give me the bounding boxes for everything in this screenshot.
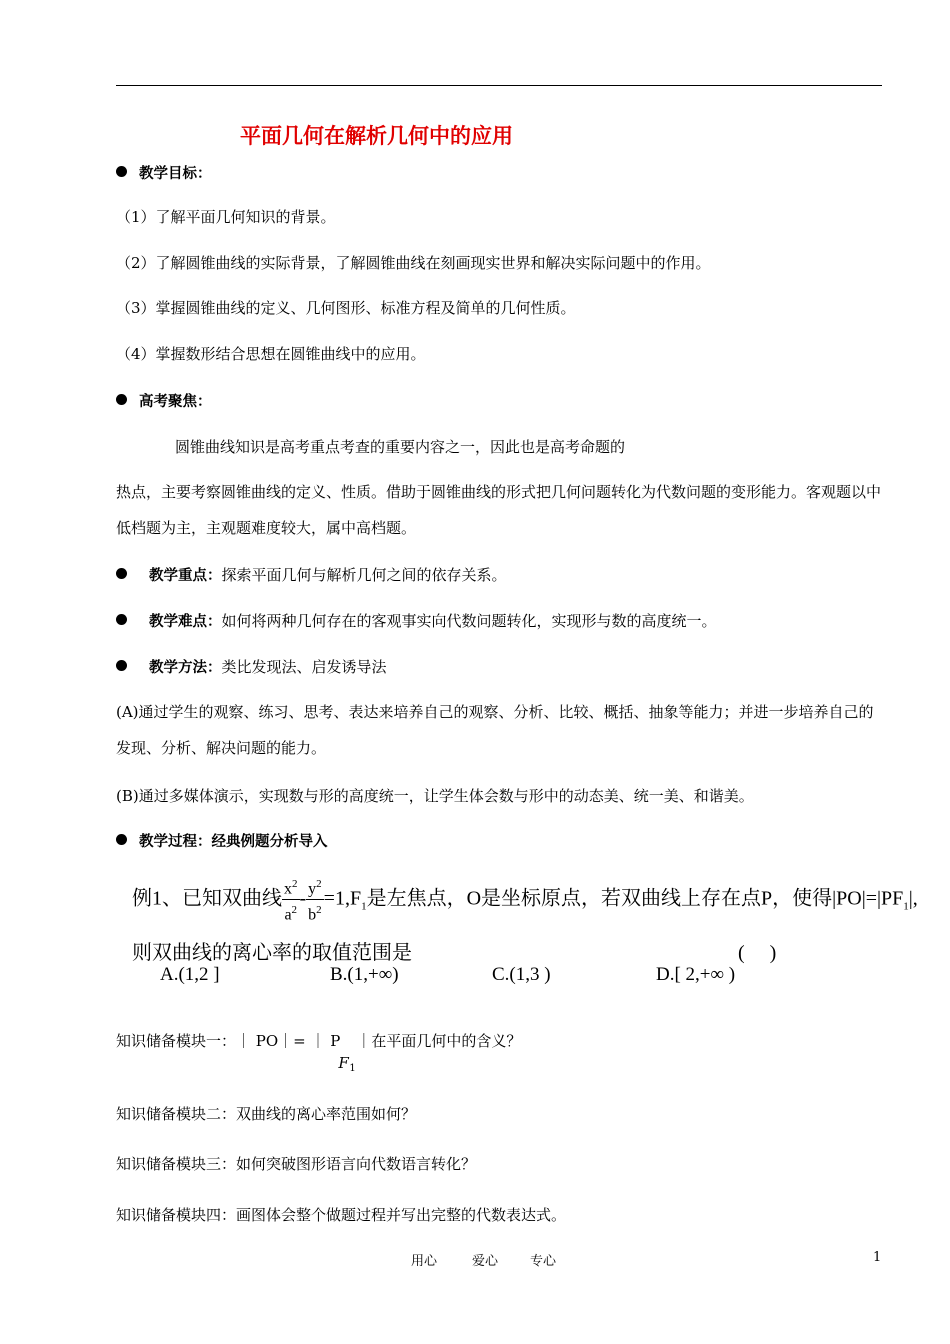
objective-item: （2）了解圆锥曲线的实际背景，了解圆锥曲线在刻画现实世界和解决实际问题中的作用。 xyxy=(116,254,711,272)
page-title: 平面几何在解析几何中的应用 xyxy=(240,124,513,148)
footer-motto-3: 专心 xyxy=(530,1254,557,1269)
difficulty xyxy=(116,610,717,631)
option-a: A.(1,2 ] xyxy=(160,964,220,985)
focus-line1: 圆锥曲线知识是高考重点考查的重要内容之一，因此也是高考命题的 xyxy=(175,438,626,456)
method xyxy=(116,656,387,677)
footer-motto-1: 用心 xyxy=(411,1254,438,1269)
module-2: 知识储备模块二：双曲线的离心率范围如何？ xyxy=(116,1105,417,1123)
page-number: 1 xyxy=(873,1250,882,1265)
option-d: D.[ 2,+∞ ) xyxy=(656,964,736,985)
module-3: 知识储备模块三：如何突破图形语言向代数语言转化？ xyxy=(116,1155,477,1173)
bullet-icon xyxy=(116,834,127,845)
answer-paren: ( ) xyxy=(738,942,777,964)
footer-motto-2: 爱心 xyxy=(472,1254,499,1269)
bullet-icon xyxy=(116,614,127,625)
bullet-icon xyxy=(116,660,127,671)
key-point-text: 探索平面几何与解析几何之间的依存关系。 xyxy=(221,566,507,584)
focus-paragraph: 热点，主要考察圆锥曲线的定义、性质。借助于圆锥曲线的形式把几何问题转化为代数问题的变形能力。客观题以中低档题为主，主观题难度较大，属中高档题。 xyxy=(116,483,882,537)
method-label: 教学方法： xyxy=(149,660,222,676)
module-1: 知识储备模块一：｜ PO｜= ｜ P F 1 ｜在平面几何中的含义？ xyxy=(116,1032,522,1074)
objective-item: （3）掌握圆锥曲线的定义、几何图形、标准方程及简单的几何性质。 xyxy=(116,299,576,317)
key-point-label: 教学重点： xyxy=(149,568,222,584)
method-a: (A)通过学生的观察、练习、思考、表达来培养自己的观察、分析、比较、概括、抽象等能力；并进一步培养自己的发现、分析、解决问题的能力。 xyxy=(116,703,874,757)
example-line1: 例1、已知双曲线 $\frac{x^2}{a^2}$ - $\frac{y^2}{b^2}$ $=1,F_1$是左焦点，O是坐标原点，若双曲线上存在点P，使得$|PO|=|PF_1|$, xyxy=(132,874,918,926)
objectives-heading: 教学目标： xyxy=(116,162,212,183)
bullet-icon xyxy=(116,394,127,405)
fraction-x2-a2: $\frac{x^2}{a^2}$ xyxy=(282,874,300,926)
option-c: C.(1,3 ) xyxy=(492,964,551,985)
focus-heading: 高考聚焦： xyxy=(116,390,212,411)
header-rule xyxy=(116,85,882,86)
module-4: 知识储备模块四：画图体会整个做题过程并写出完整的代数表达式。 xyxy=(116,1206,567,1224)
method-text: 类比发现法、启发诱导法 xyxy=(221,658,387,676)
option-b: B.(1,+∞) xyxy=(330,964,399,985)
bullet-icon xyxy=(116,568,127,579)
bullet-icon xyxy=(116,166,127,177)
objective-item: （1）了解平面几何知识的背景。 xyxy=(116,208,336,226)
difficulty-text: 如何将两种几何存在的客观事实向代数问题转化，实现形与数的高度统一。 xyxy=(221,612,717,630)
example-line2: 则双曲线的离心率的取值范围是 xyxy=(132,942,412,964)
key-point xyxy=(116,564,507,585)
fraction-y2-b2: $\frac{y^2}{b^2}$ xyxy=(306,874,324,926)
objective-item: （4）掌握数形结合思想在圆锥曲线中的应用。 xyxy=(116,345,426,363)
difficulty-label: 教学难点： xyxy=(149,614,222,630)
method-b: (B)通过多媒体演示，实现数与形的高度统一，让学生体会数与形中的动态美、统一美、和谐美。 xyxy=(116,787,754,805)
process-heading: 教学过程：经典例题分析导入 xyxy=(116,830,328,851)
